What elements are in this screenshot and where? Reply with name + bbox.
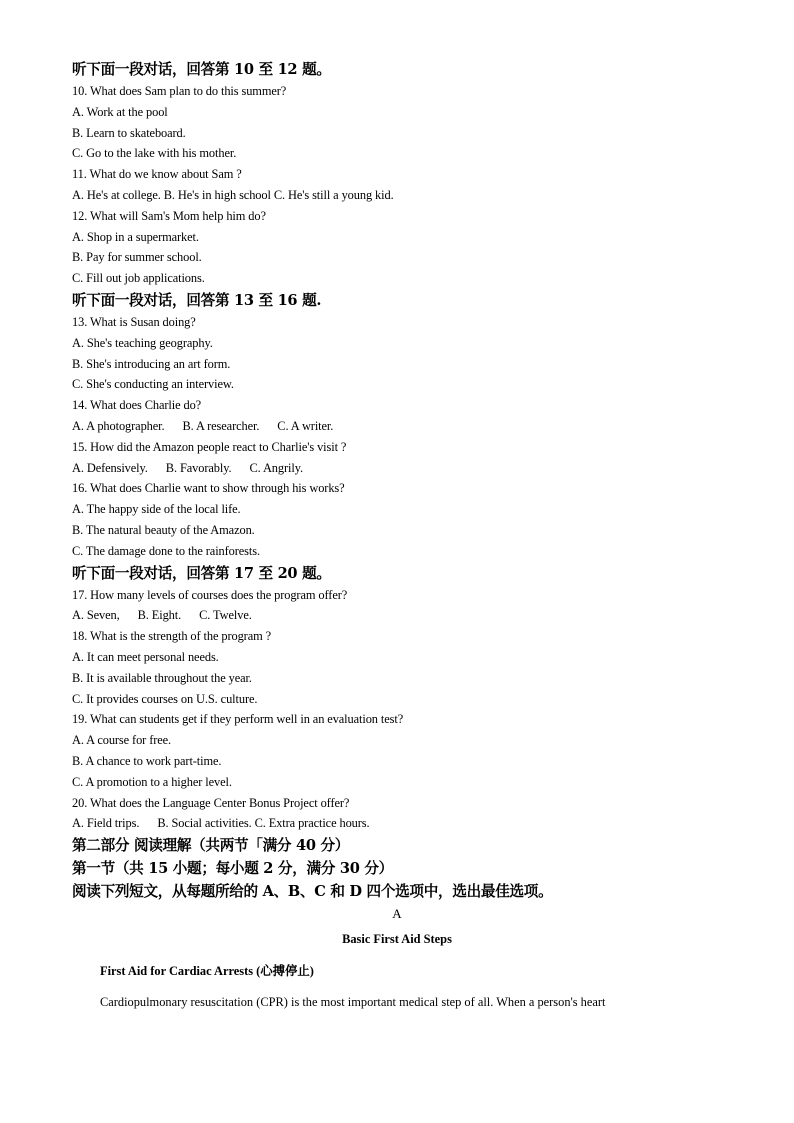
option-line: A. He's at college. B. He's in high school C. He's still a young kid. — [72, 187, 394, 202]
section-heading: 听下面一段对话，回答第 10 至 12 题。 — [72, 61, 331, 78]
option-line: A. Field trips. B. Social activities. C. Extra practice hours. — [72, 816, 370, 831]
option-line: C. It provides courses on U.S. culture. — [72, 691, 258, 706]
option-line: C. Go to the lake with his mother. — [72, 146, 237, 161]
passage-subheading: First Aid for Cardiac Arrests (心搏停止) — [100, 964, 314, 979]
question-line: 10. What does Sam plan to do this summer? — [72, 84, 287, 98]
question-line: 17. How many levels of courses does the program offer? — [72, 587, 348, 602]
passage-letter: A — [392, 906, 402, 922]
question-line: 16. What does Charlie want to show through his works? — [72, 481, 345, 496]
option-line: A. Defensively. B. Favorably. C. Angrily. — [72, 460, 303, 475]
option-line: A. Seven, B. Eight. C. Twelve. — [72, 608, 252, 623]
question-block — [72, 81, 722, 289]
option-line: A. Shop in a supermarket. — [72, 229, 199, 244]
option-line: B. It is available throughout the year. — [72, 670, 252, 685]
section-heading: 听下面一段对话，回答第 13 至 16 题. — [72, 291, 322, 309]
option-line: B. Learn to skateboard. — [72, 125, 186, 140]
option-line: C. Fill out job applications. — [72, 271, 205, 286]
option-line: B. A chance to work part-time. — [72, 753, 222, 768]
option-line: A. She's teaching geography. — [72, 335, 213, 350]
instruction-text: 阅读下列短文，从每题所给的 A、B、C 和 D 四个选项中，选出最佳选项。 — [72, 883, 553, 901]
option-line: A. It can meet personal needs. — [72, 649, 219, 664]
option-line: C. She's conducting an interview. — [72, 377, 234, 392]
question-line: 20. What does the Language Center Bonus Project offer? — [72, 795, 350, 810]
question-line: 19. What can students get if they perform well in an evaluation test? — [72, 712, 404, 727]
passage-title: Basic First Aid Steps — [342, 932, 452, 947]
option-line: C. A promotion to a higher level. — [72, 774, 232, 789]
question-block — [72, 312, 722, 562]
question-line: 18. What is the strength of the program ? — [72, 629, 272, 644]
question-line: 12. What will Sam's Mom help him do? — [72, 208, 266, 223]
option-line: A. The happy side of the local life. — [72, 502, 241, 517]
option-line: B. She's introducing an art form. — [72, 356, 231, 371]
section-heading: 第一节（共 15 小题；每小题 2 分，满分 30 分） — [72, 860, 393, 878]
option-line: C. The damage done to the rainforests. — [72, 543, 260, 558]
question-line: 15. How did the Amazon people react to Charlie's visit ? — [72, 439, 347, 454]
option-line: B. Pay for summer school. — [72, 250, 202, 265]
option-line: A. A photographer. B. A researcher. C. A writer. — [72, 418, 334, 433]
option-line: B. The natural beauty of the Amazon. — [72, 522, 255, 537]
passage-paragraph: Cardiopulmonary resuscitation (CPR) is the most important medical step of all. When a person's heart — [100, 995, 606, 1010]
question-line: 13. What is Susan doing? — [72, 314, 196, 329]
question-line: 14. What does Charlie do? — [72, 398, 202, 413]
section-heading: 听下面一段对话，回答第 17 至 20 题。 — [72, 564, 331, 582]
option-line: A. A course for free. — [72, 733, 172, 748]
part-heading: 第二部分 阅读理解（共两节「满分 40 分） — [72, 837, 350, 855]
question-block — [72, 585, 722, 835]
document-page — [72, 58, 722, 1012]
option-line: A. Work at the pool — [72, 104, 168, 119]
question-line: 11. What do we know about Sam ? — [72, 167, 242, 182]
